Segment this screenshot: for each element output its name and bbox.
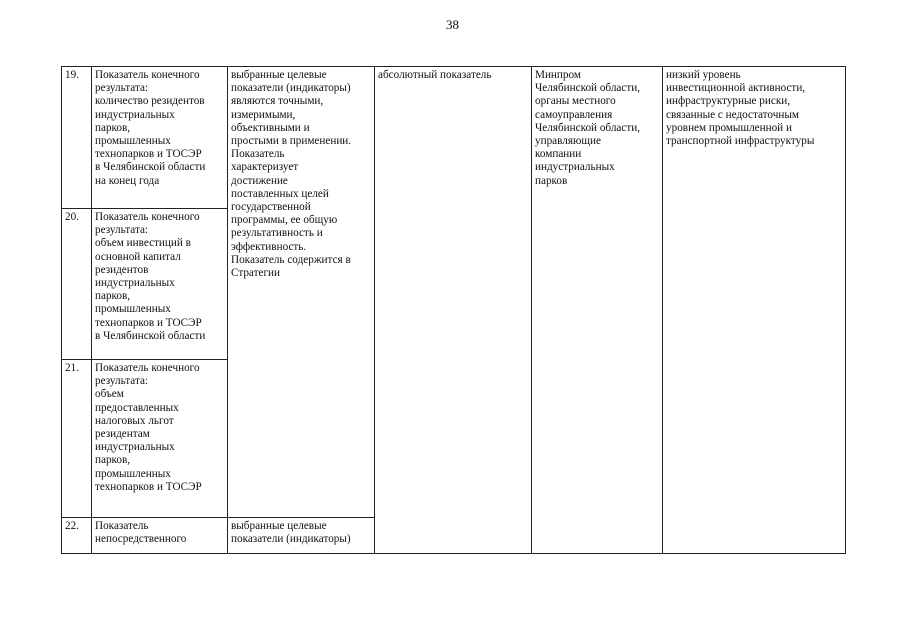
indicator-name: Показатель конечного результата: объем предоставленных налоговых льгот резидентам индустриальных парков, промышленных технопарков и ТОСЭР	[92, 360, 228, 518]
rationale-cell: выбранные целевые показатели (индикаторы)	[228, 518, 375, 554]
indicator-name: Показатель непосредственного	[92, 518, 228, 554]
row-number: 19.	[62, 67, 92, 209]
rationale-cell: выбранные целевые показатели (индикаторы) являются точными, измеримыми, объективными и простыми в применении. Показатель характеризует достижение поставленных целей государственной программы, ее общую результативность и эффективность. Показатель содержится в Стратегии	[228, 67, 375, 518]
row-number: 20.	[62, 209, 92, 360]
indicators-table	[61, 66, 846, 554]
row-number: 21.	[62, 360, 92, 518]
risks-cell: низкий уровень инвестиционной активности, инфраструктурные риски, связанные с недостаточным уровнем промышленной и транспортной инфраструктуры	[663, 67, 846, 554]
page-number: 38	[446, 17, 459, 32]
table-row	[62, 67, 846, 209]
indicator-name: Показатель конечного результата: объем инвестиций в основной капитал резидентов индустриальных парков, промышленных технопарков и ТОСЭР в Челябинской области	[92, 209, 228, 360]
responsible-cell: Минпром Челябинской области, органы местного самоуправления Челябинской области, управляющие компании индустриальных парков	[532, 67, 663, 554]
indicator-name: Показатель конечного результата: количество резидентов индустриальных парков, промышленных технопарков и ТОСЭР в Челябинской области на конец года	[92, 67, 228, 209]
indicator-type-cell: абсолютный показатель	[375, 67, 532, 554]
row-number: 22.	[62, 518, 92, 554]
